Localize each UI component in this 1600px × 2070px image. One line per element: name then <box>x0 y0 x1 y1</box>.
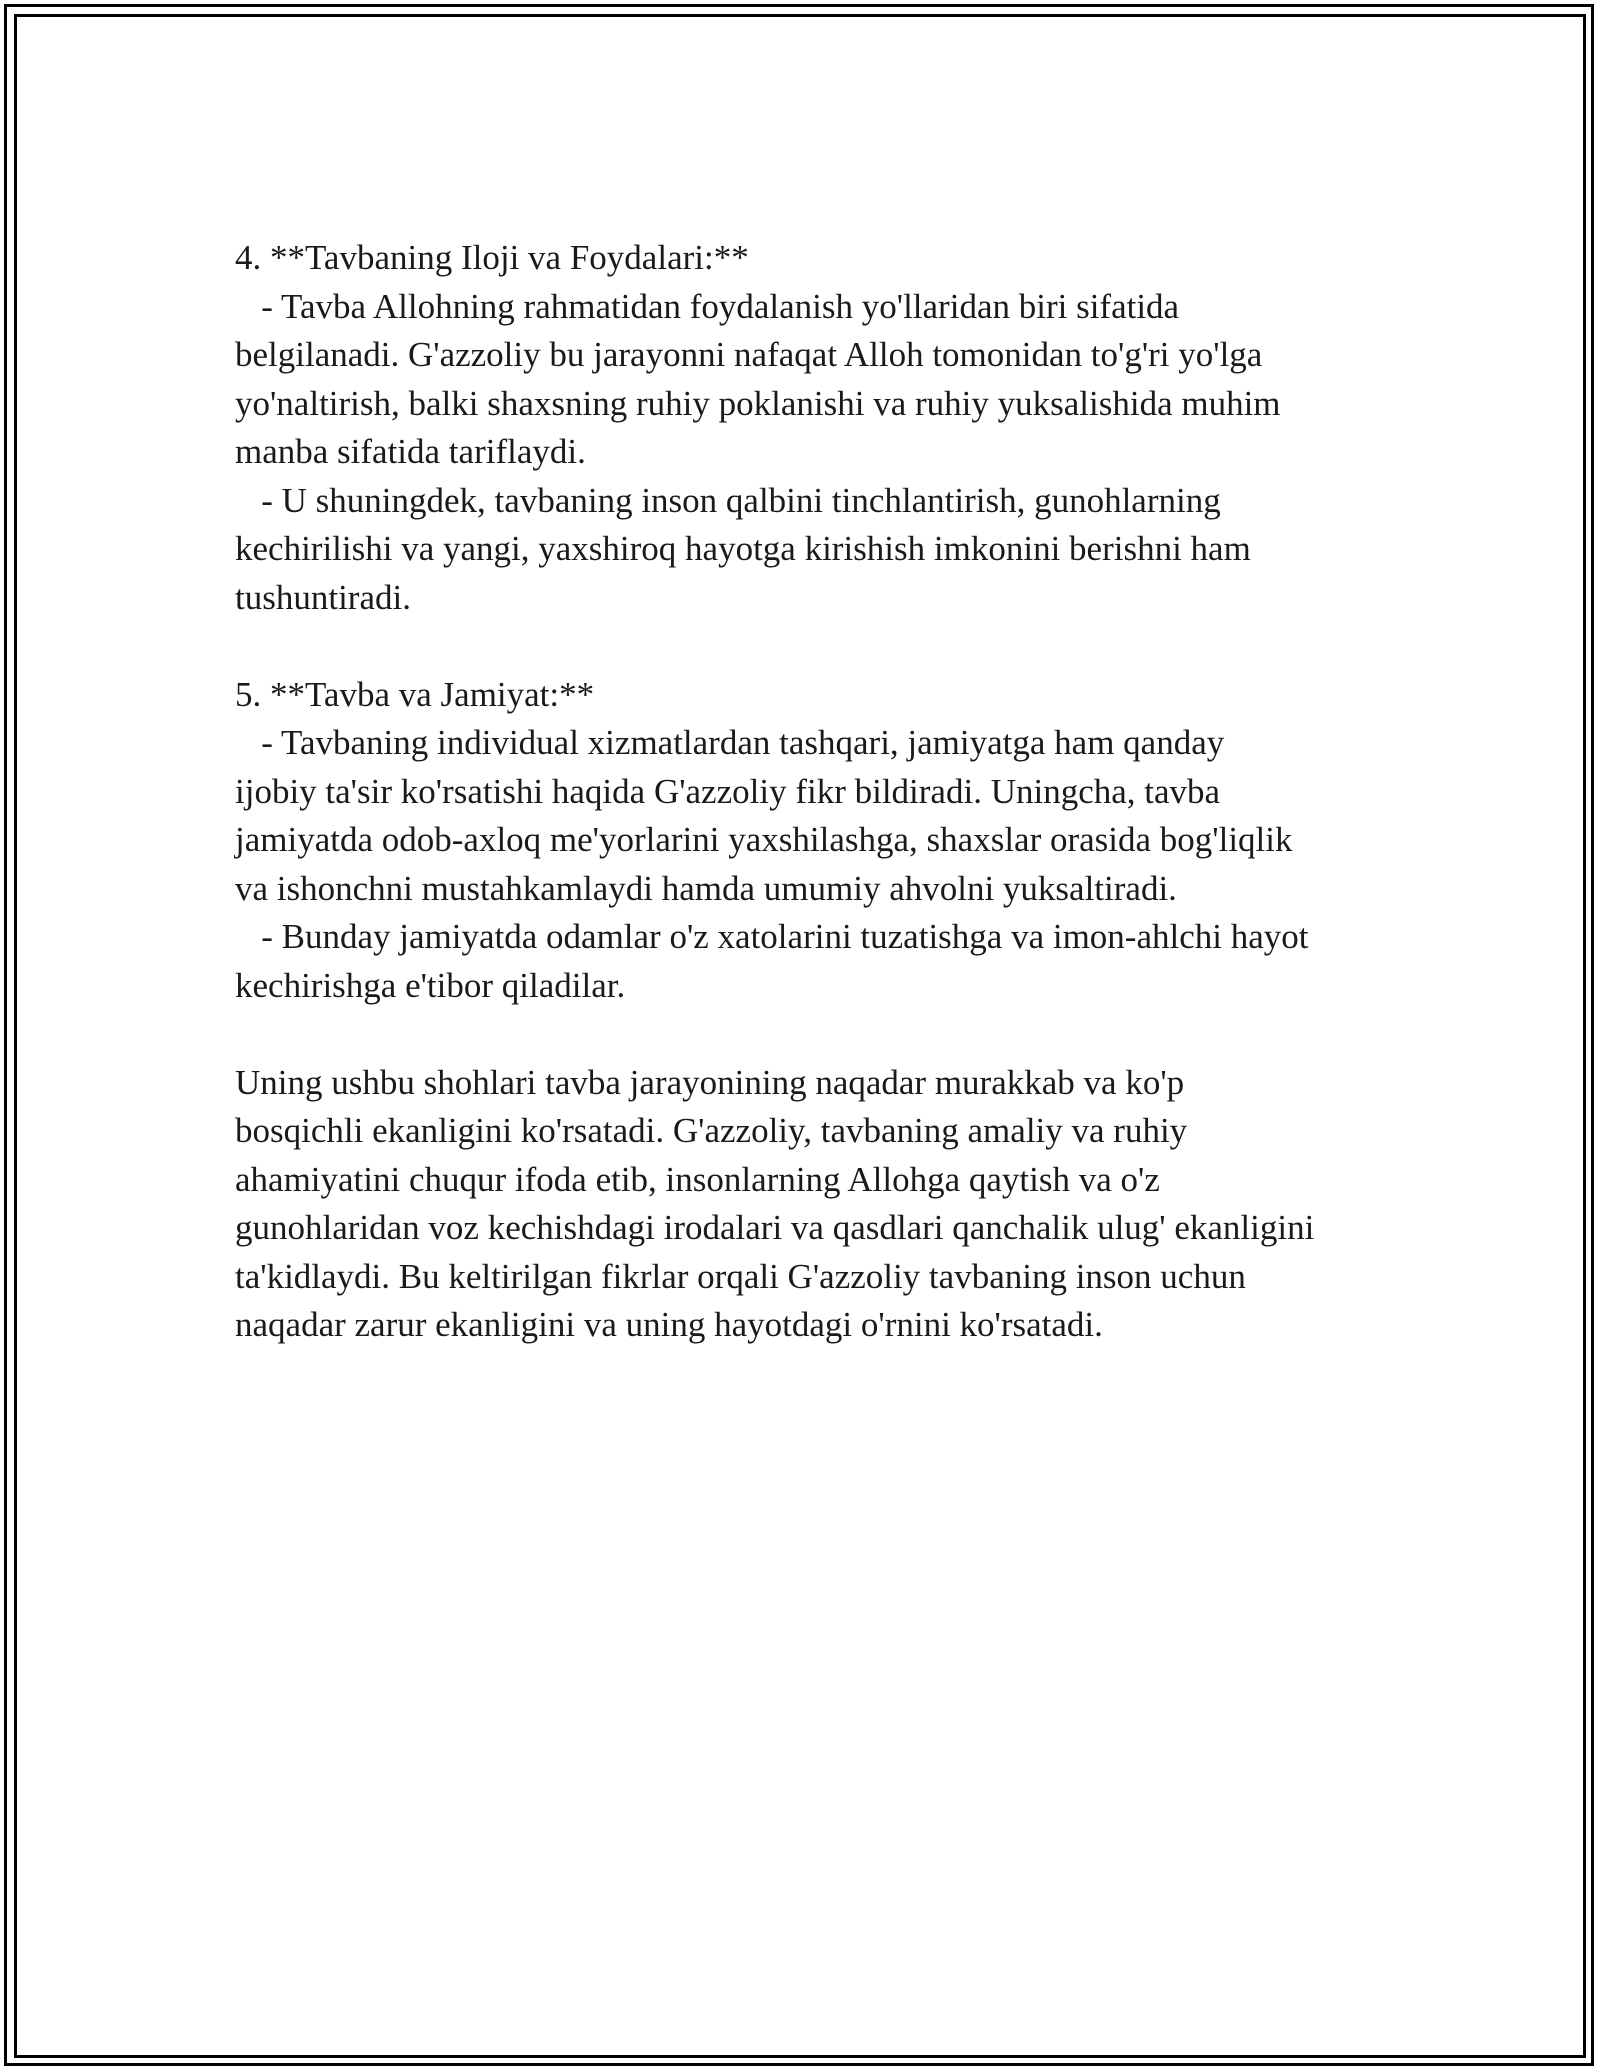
section-heading: 5. **Tavba va Jamiyat:** <box>235 674 595 714</box>
paragraph-line: yo'naltirish, balki shaxsning ruhiy poklanishi va ruhiy yuksalishida muhim <box>235 383 1281 423</box>
paragraph-line: bosqichli ekanligini ko'rsatadi. G'azzoliy, tavbaning amaliy va ruhiy <box>235 1111 1188 1150</box>
paragraph-line: ahamiyatini chuqur ifoda etib, insonlarning Allohga qaytish va o'z <box>235 1159 1160 1199</box>
paragraph-line: tushuntiradi. <box>235 577 411 617</box>
paragraph-spacer <box>235 1010 1385 1059</box>
paragraph-spacer <box>235 622 1385 671</box>
paragraph-line: - Tavbaning individual xizmatlardan tashqari, jamiyatga ham qanday <box>235 723 1225 762</box>
paragraph-line: ijobiy ta'sir ko'rsatishi haqida G'azzoliy fikr bildiradi. Uningcha, tavba <box>235 771 1221 811</box>
paragraph-line: belgilanadi. G'azzoliy bu jarayonni nafaqat Alloh tomonidan to'g'ri yo'lga <box>235 335 1263 374</box>
paragraph-line: - Bunday jamiyatda odamlar o'z xatolarini tuzatishga va imon-ahlchi hayot <box>235 917 1309 956</box>
paragraph-line: manba sifatida tariflaydi. <box>235 432 586 471</box>
paragraph-line: ta'kidlaydi. Bu keltirilgan fikrlar orqali G'azzoliy tavbaning inson uchun <box>235 1256 1246 1296</box>
paragraph-line: va ishonchni mustahkamlaydi hamda umumiy ahvolni yuksaltiradi. <box>235 868 1177 908</box>
paragraph-line: Uning ushbu shohlari tavba jarayonining naqadar murakkab va ko'p <box>235 1062 1185 1102</box>
paragraph-line: jamiyatda odob-axloq me'yorlarini yaxshilashga, shaxslar orasida bog'liqlik <box>235 820 1293 859</box>
section-tavbaning-iloji <box>235 234 1385 622</box>
paragraph-line: gunohlaridan voz kechishdagi irodalari va qasdlari qanchalik ulug' ekanligini <box>235 1208 1315 1247</box>
paragraph-line: kechirilishi va yangi, yaxshiroq hayotga kirishish imkonini berishni ham <box>235 529 1251 568</box>
paragraph-line: - Tavba Allohning rahmatidan foydalanish yo'llaridan biri sifatida <box>235 286 1180 326</box>
paragraph-line: kechirishga e'tibor qiladilar. <box>235 965 626 1005</box>
document-body <box>235 234 1385 1350</box>
section-conclusion <box>235 1059 1385 1350</box>
section-tavba-va-jamiyat <box>235 671 1385 1011</box>
section-heading: 4. **Tavbaning Iloji va Foydalari:** <box>235 238 749 277</box>
paragraph-line: - U shuningdek, tavbaning inson qalbini tinchlantirish, gunohlarning <box>235 480 1221 520</box>
paragraph-line: naqadar zarur ekanligini va uning hayotdagi o'rnini ko'rsatadi. <box>235 1305 1103 1344</box>
